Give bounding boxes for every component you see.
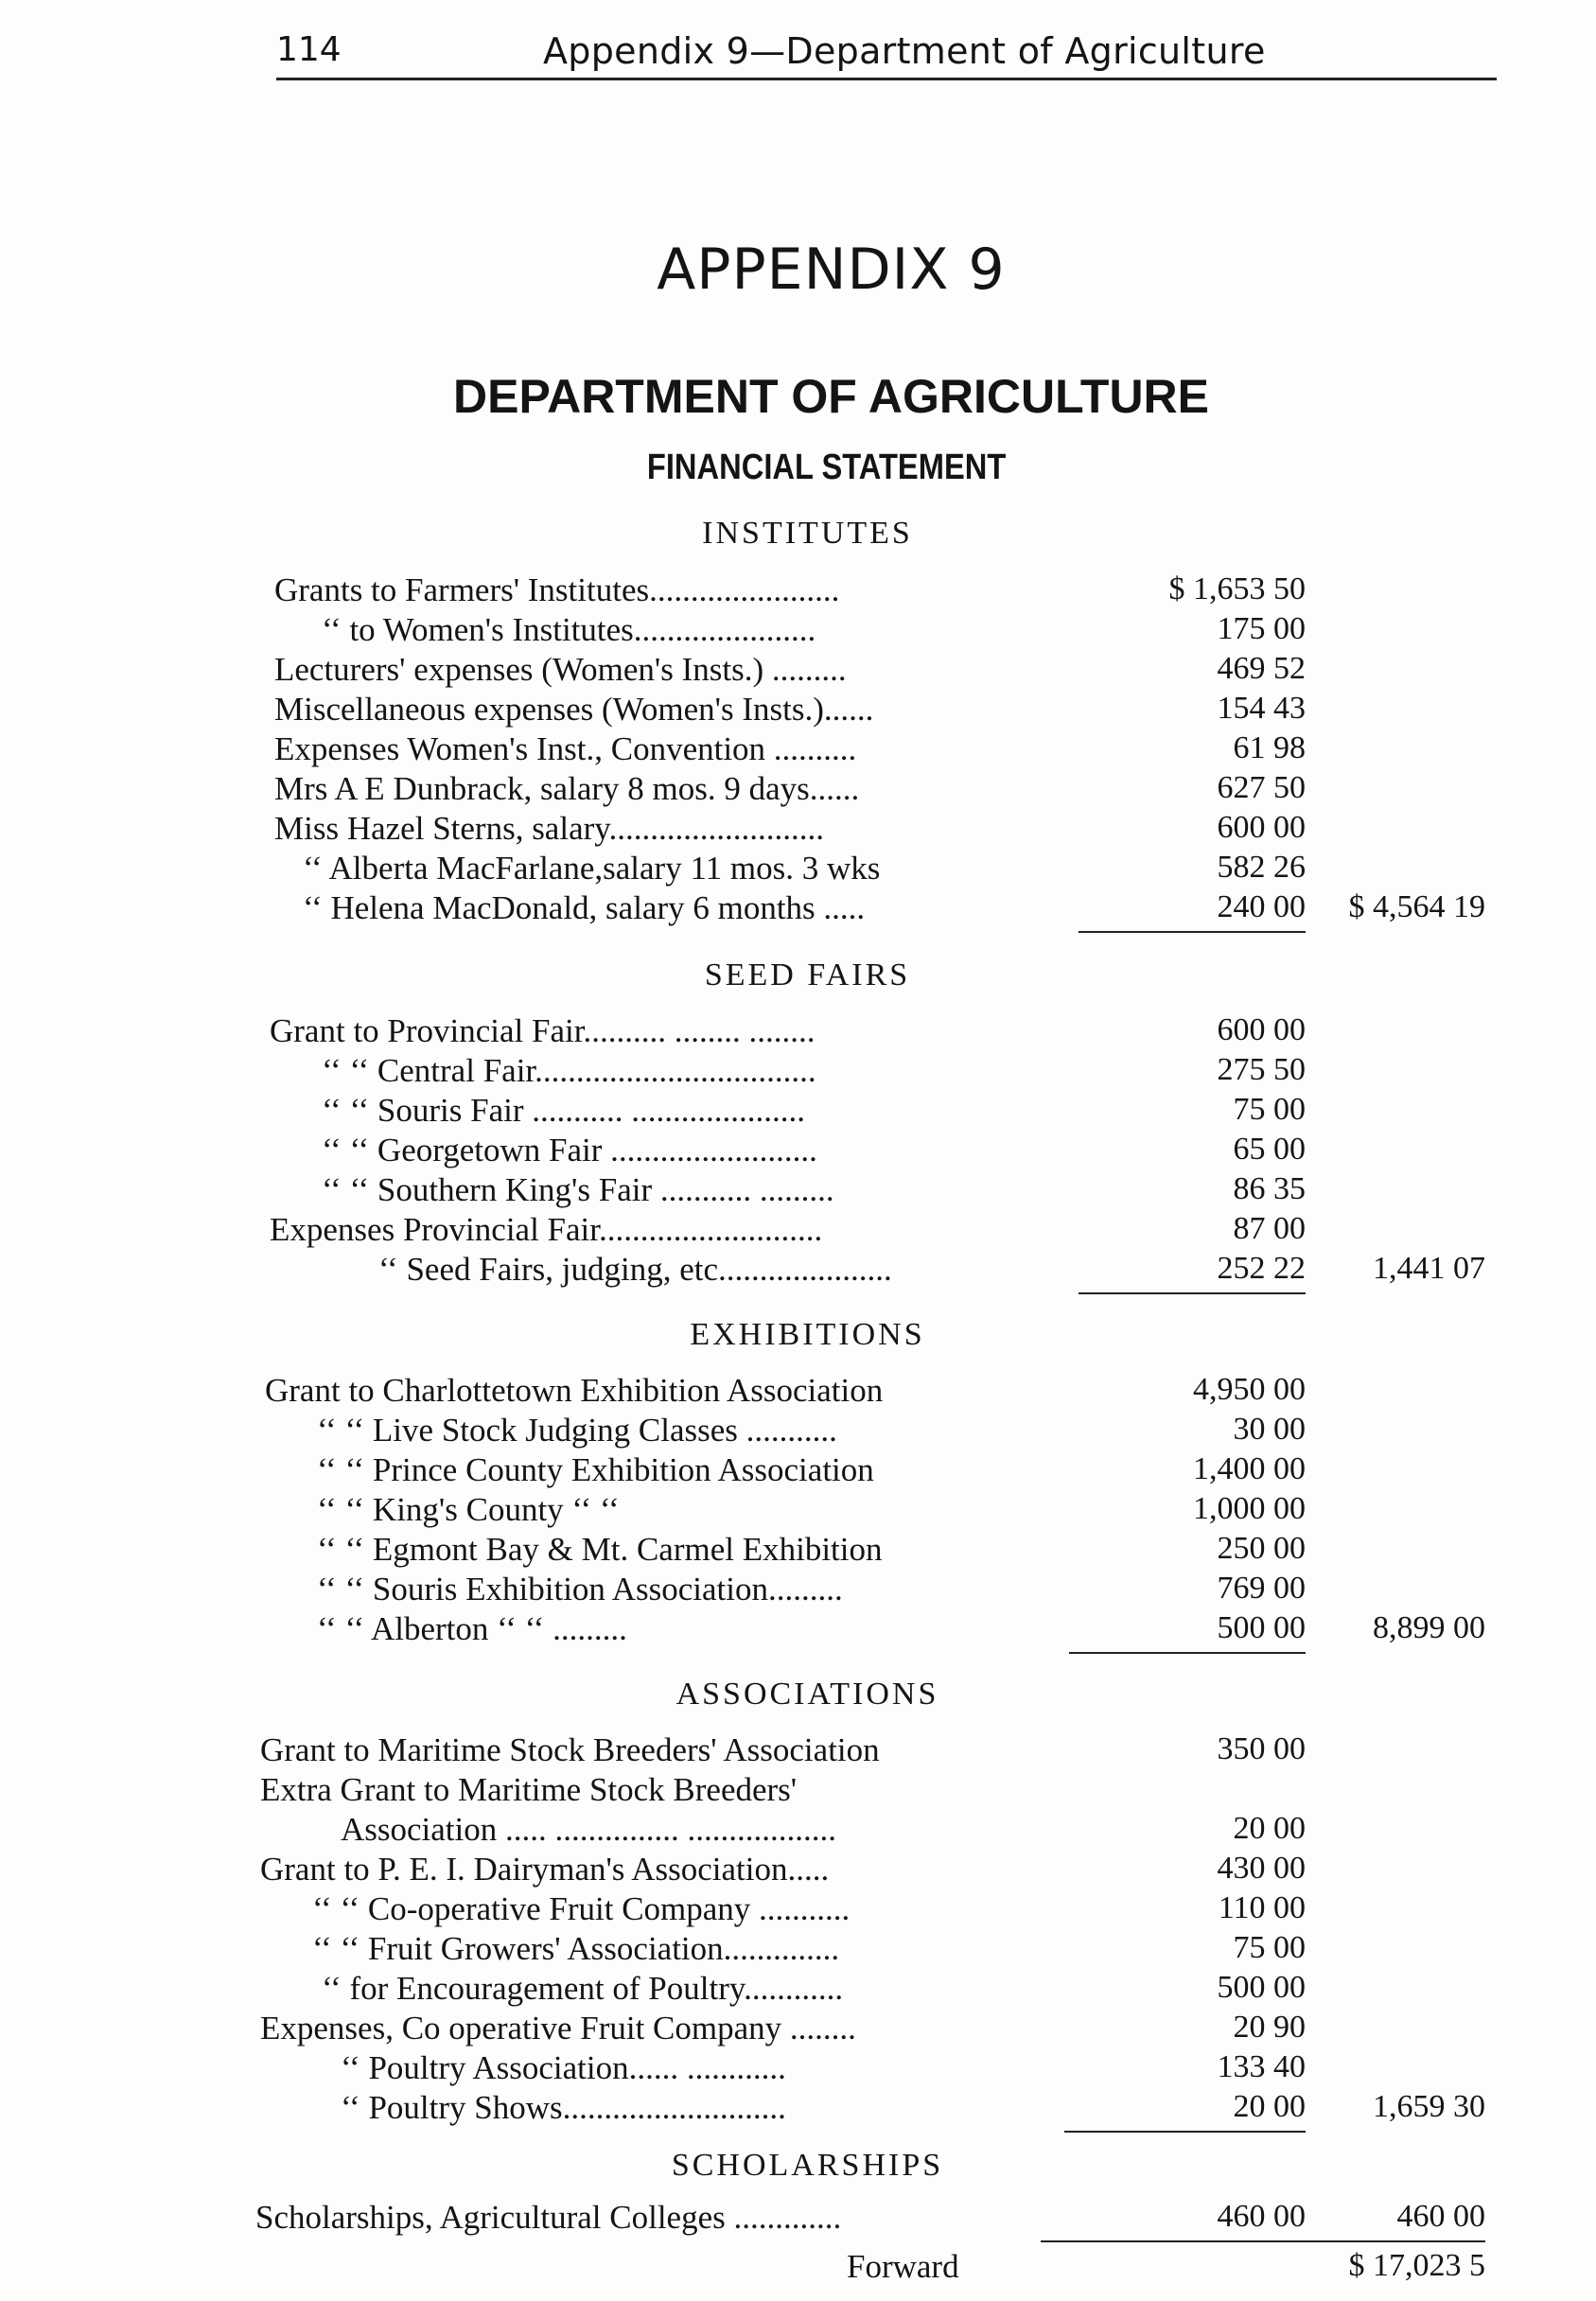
row-label: Expenses Women's Inst., Convention .......... <box>274 730 857 767</box>
row-amount: 240 00 <box>1217 889 1306 924</box>
ledger-row <box>0 1092 1596 1132</box>
row-amount: 110 00 <box>1218 1890 1306 1925</box>
ledger-row <box>0 571 1596 611</box>
row-amount: 769 00 <box>1217 1571 1306 1606</box>
row-label: Grant to Maritime Stock Breeders' Association <box>260 1731 880 1768</box>
row-amount: 30 00 <box>1233 1412 1306 1447</box>
row-label: ‘‘ Poultry Shows........................... <box>341 2089 786 2126</box>
row-amount: 1,000 00 <box>1193 1491 1306 1526</box>
subtotal-rule <box>1064 2131 1306 2133</box>
row-label: ‘‘ Alberta MacFarlane,salary 11 mos. 3 wks <box>303 850 881 887</box>
row-label: ‘‘ ‘‘ Live Stock Judging Classes ........... <box>317 1412 837 1449</box>
ledger-row <box>0 2010 1596 2049</box>
ledger-row <box>0 2089 1596 2129</box>
ledger-row <box>0 2199 1596 2239</box>
section-total: 460 00 <box>1396 2199 1485 2234</box>
row-label: ‘‘ to Women's Institutes...................... <box>322 611 816 648</box>
ledger-row <box>0 1571 1596 1610</box>
row-amount: 133 40 <box>1217 2049 1306 2084</box>
ledger-row <box>0 730 1596 770</box>
section-total: 1,441 07 <box>1373 1251 1485 1286</box>
row-amount: 20 90 <box>1233 2010 1306 2045</box>
subtotal-rule <box>1079 931 1306 933</box>
row-amount: 627 50 <box>1217 770 1306 805</box>
row-label: Miss Hazel Sterns, salary.......................... <box>274 810 824 847</box>
row-label: Grant to Charlottetown Exhibition Association <box>265 1372 884 1409</box>
ledger-row <box>0 1771 1596 1811</box>
row-amount: 61 98 <box>1233 730 1306 765</box>
row-label: Lecturers' expenses (Women's Insts.) ......... <box>274 651 847 688</box>
row-amount: 1,400 00 <box>1193 1451 1306 1486</box>
forward-label: Forward <box>847 2248 959 2285</box>
row-amount: 4,950 00 <box>1193 1372 1306 1407</box>
row-amount: 460 00 <box>1217 2199 1306 2234</box>
row-amount: 469 52 <box>1217 651 1306 686</box>
section-heading-seed-fairs: SEED FAIRS <box>704 957 911 992</box>
row-amount: 600 00 <box>1217 1012 1306 1047</box>
row-amount: 430 00 <box>1217 1851 1306 1886</box>
row-label: Grant to P. E. I. Dairyman's Association..... <box>260 1851 830 1888</box>
row-label: ‘‘ ‘‘ Prince County Exhibition Association <box>317 1451 874 1488</box>
section-total: 1,659 30 <box>1373 2089 1485 2124</box>
row-amount: 20 00 <box>1233 2089 1306 2124</box>
row-amount: $ 1,653 50 <box>1168 571 1306 606</box>
ledger-row <box>0 1412 1596 1451</box>
ledger-row <box>0 611 1596 651</box>
section-heading-associations: ASSOCIATIONS <box>675 1677 939 1712</box>
page-number: 114 <box>276 30 342 69</box>
row-amount: 175 00 <box>1217 611 1306 646</box>
row-label: ‘‘ Helena MacDonald, salary 6 months ..... <box>303 889 866 926</box>
row-label: Extra Grant to Maritime Stock Breeders' <box>260 1771 798 1808</box>
row-amount: 275 50 <box>1217 1052 1306 1087</box>
row-label: Miscellaneous expenses (Women's Insts.)...... <box>274 691 874 728</box>
row-amount: 20 00 <box>1233 1811 1306 1846</box>
row-amount: 87 00 <box>1233 1211 1306 1246</box>
ledger-row <box>0 850 1596 889</box>
row-amount: 582 26 <box>1217 850 1306 885</box>
ledger-row <box>0 1052 1596 1092</box>
row-amount: 500 00 <box>1217 1610 1306 1645</box>
row-label: Grant to Provincial Fair.......... ........ ........ <box>270 1012 816 1049</box>
row-label: ‘‘ ‘‘ King's County ‘‘ ‘‘ <box>317 1491 620 1528</box>
section-total: 8,899 00 <box>1373 1610 1485 1645</box>
ledger-row <box>0 1531 1596 1571</box>
ledger-row <box>0 770 1596 810</box>
ledger-row <box>0 1132 1596 1171</box>
ledger-row <box>0 691 1596 730</box>
row-label: ‘‘ ‘‘ Fruit Growers' Association.............. <box>312 1930 840 1967</box>
ledger-row <box>0 1930 1596 1970</box>
row-label: Mrs A E Dunbrack, salary 8 mos. 9 days...... <box>274 770 860 807</box>
row-label: ‘‘ for Encouragement of Poultry............ <box>322 1970 844 2007</box>
row-amount: 65 00 <box>1233 1132 1306 1167</box>
forward-rule <box>1041 2240 1485 2242</box>
ledger-row <box>0 1211 1596 1251</box>
header-rule <box>276 78 1497 80</box>
ledger-row <box>0 2049 1596 2089</box>
row-label: Grants to Farmers' Institutes....................... <box>274 571 840 608</box>
department-title: DEPARTMENT OF AGRICULTURE <box>452 370 1210 423</box>
row-amount: 500 00 <box>1217 1970 1306 2005</box>
row-label: Association ..... ............... .................. <box>341 1811 837 1848</box>
financial-statement-title: FINANCIAL STATEMENT <box>646 448 1007 487</box>
row-label: Expenses Provincial Fair........................... <box>270 1211 823 1248</box>
subtotal-rule <box>1079 1292 1306 1294</box>
row-amount: 250 00 <box>1217 1531 1306 1566</box>
section-heading-exhibitions: EXHIBITIONS <box>690 1317 925 1352</box>
subtotal-rule <box>1069 1652 1306 1654</box>
row-amount: 252 22 <box>1217 1251 1306 1286</box>
ledger-row <box>0 1012 1596 1052</box>
appendix-title: APPENDIX 9 <box>657 237 1006 303</box>
ledger-row <box>0 1811 1596 1851</box>
ledger-row <box>0 1171 1596 1211</box>
ledger-row <box>0 1890 1596 1930</box>
row-amount: 154 43 <box>1217 691 1306 726</box>
running-title: Appendix 9—Department of Agriculture <box>543 30 1266 72</box>
ledger-row <box>0 1731 1596 1771</box>
row-label: ‘‘ Seed Fairs, judging, etc..................... <box>378 1251 892 1288</box>
row-label: ‘‘ ‘‘ Alberton ‘‘ ‘‘ ......... <box>317 1610 627 1647</box>
ledger-row <box>0 1851 1596 1890</box>
row-label: ‘‘ ‘‘ Souris Exhibition Association......... <box>317 1571 843 1607</box>
row-amount: 75 00 <box>1233 1092 1306 1127</box>
forward-row <box>0 2248 1596 2288</box>
ledger-row <box>0 1970 1596 2010</box>
ledger-row <box>0 1451 1596 1491</box>
row-label: ‘‘ ‘‘ Central Fair.................................. <box>322 1052 816 1089</box>
section-heading-scholarships: SCHOLARSHIPS <box>671 2148 944 2183</box>
ledger-row <box>0 1251 1596 1291</box>
row-label: ‘‘ ‘‘ Co-operative Fruit Company ........... <box>312 1890 851 1927</box>
row-label: ‘‘ ‘‘ Georgetown Fair ......................... <box>322 1132 817 1168</box>
ledger-row <box>0 810 1596 850</box>
row-label: Expenses, Co operative Fruit Company ........ <box>260 2010 856 2046</box>
row-amount: 86 35 <box>1233 1171 1306 1206</box>
row-label: Scholarships, Agricultural Colleges ............. <box>255 2199 842 2236</box>
section-heading-institutes: INSTITUTES <box>702 516 913 551</box>
row-label: ‘‘ ‘‘ Southern King's Fair ........... ......... <box>322 1171 834 1208</box>
row-amount: 350 00 <box>1217 1731 1306 1766</box>
row-label: ‘‘ Poultry Association...... ............ <box>341 2049 786 2086</box>
row-label: ‘‘ ‘‘ Souris Fair ........... ..................... <box>322 1092 806 1129</box>
ledger-row <box>0 651 1596 691</box>
ledger-row <box>0 1610 1596 1650</box>
section-total: $ 4,564 19 <box>1348 889 1485 924</box>
row-amount: 75 00 <box>1233 1930 1306 1965</box>
ledger-row <box>0 889 1596 929</box>
row-label: ‘‘ ‘‘ Egmont Bay & Mt. Carmel Exhibition <box>317 1531 883 1568</box>
ledger-row <box>0 1372 1596 1412</box>
ledger-row <box>0 1491 1596 1531</box>
forward-amount: $ 17,023 5 <box>1348 2248 1485 2283</box>
row-amount: 600 00 <box>1217 810 1306 845</box>
